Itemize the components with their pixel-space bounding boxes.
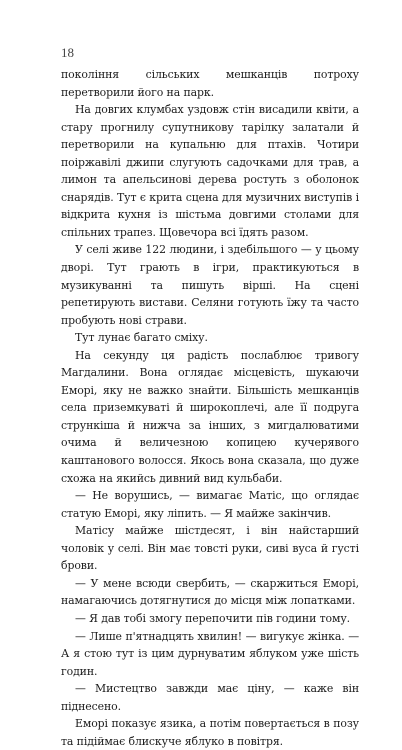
paragraph: покоління сільських мешканців потроху перетворили його на парк. [61,68,359,99]
paragraph: — Я дав тобі змогу перепочити пів години тому. [75,611,351,625]
paragraph: Еморі показує язика, а потім повертається в позу та підіймає блискуче яблуко в повітря. [61,717,359,748]
paragraph: — Мистецтво завжди має ціну, — каже він піднесено. [61,682,359,713]
body-text [61,66,359,750]
paragraph: — Не ворушись, — вимагає Матіс, що оглядає статую Еморі, яку ліпить. — Я майже закінчив. [61,489,359,520]
paragraph: Матісу майже шістдесят, і він найстарший чоловік у селі. Він має товсті руки, сиві вуса й густі брови. [61,524,359,573]
paragraph: У селі живе 122 людини, і здебільшого — у цьому дворі. Тут грають в ігри, практикуються в музикуванні та пишуть вірші. На сцені репетирують вистави. Селяни готують їжу та часто пробують нові страви. [61,243,359,327]
paragraph: — У мене всюди свербить, — скаржиться Еморі, намагаючись дотягнутися до місця між лопатками. [61,576,359,608]
page-number: 18 [61,45,74,60]
paragraph: — Лише п'ятнадцять хвилин! — вигукує жінка. — А я стою тут із цим дурнуватим яблуком уже шість годин. [61,629,359,678]
paragraph: На довгих клумбах уздовж стін висадили квіти, а стару прогнилу супутникову тарілку залатали й перетворили на купальню для птахів. Чотири поіржавілі джипи слугують садочками для трав, а лимон та апельсинові дерева ростуть з оболонок снарядів. Тут є крита сцена для музичних виступів і відкрита кухня із шістьма довгими столами для спільних трапез. Щовечора всі їдять разом. [61,103,359,239]
paragraph: На секунду ця радість послаблює тривогу Магдалини. Вона оглядає місцевість, шукаючи Еморі, яку не важко знайти. Більшість мешканців села приземкуваті й широкоплечі, але її подруга стрункіша й нижча за інших, з мигдалюватими очима й величезною копицею кучерявого каштанового волосся. Якось вона сказала, що дуже схожа на якийсь дивний вид кульбаби. [61,348,359,485]
paragraph: Тут лунає багато сміху. [75,331,208,345]
